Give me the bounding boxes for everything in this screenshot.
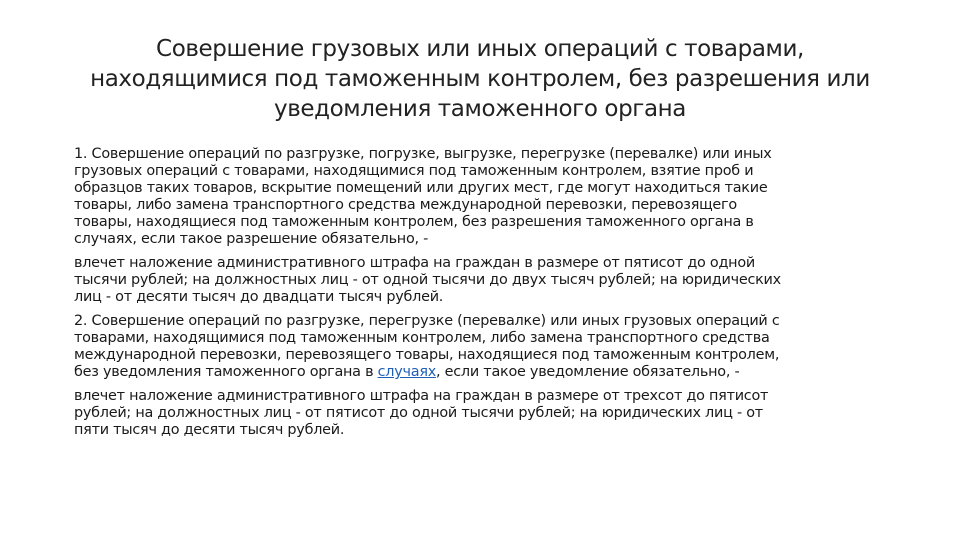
paragraph-line: товары, либо замена транспортного средства международной перевозки, перевозящего <box>74 197 737 213</box>
paragraph-line: международной перевозки, перевозящего товары, находящиеся под таможенным контролем, <box>74 347 780 363</box>
paragraph-line: 2. Совершение операций по разгрузке, перегрузке (перевалке) или иных грузовых операций с <box>74 313 780 329</box>
paragraph-line: рублей; на должностных лиц - от пятисот до одной тысячи рублей; на юридических лиц - от <box>74 405 763 421</box>
title-line-2: находящимися под таможенным контролем, без разрешения или <box>90 66 870 92</box>
paragraph-line: влечет наложение административного штрафа на граждан в размере от пятисот до одной <box>74 255 755 271</box>
paragraph-line: влечет наложение административного штрафа на граждан в размере от трехсот до пятисот <box>74 388 769 404</box>
paragraph-line: грузовых операций с товарами, находящимися под таможенным контролем, взятие проб и <box>74 163 754 179</box>
paragraph-1 <box>74 146 894 248</box>
paragraph-line: лиц - от десяти тысяч до двадцати тысяч рублей. <box>74 289 444 305</box>
cases-link[interactable]: случаях <box>377 364 437 380</box>
slide-body <box>74 146 894 446</box>
paragraph-line: образцов таких товаров, вскрытие помещений или других мест, где могут находиться такие <box>74 180 768 196</box>
slide-title <box>60 34 900 124</box>
paragraph-3 <box>74 313 894 381</box>
paragraph-text: без уведомления таможенного органа в <box>74 364 378 380</box>
paragraph-line: товарами, находящимися под таможенным контролем, либо замена транспортного средства <box>74 330 770 346</box>
title-line-3: уведомления таможенного органа <box>273 96 686 122</box>
paragraph-line: 1. Совершение операций по разгрузке, погрузке, выгрузке, перегрузке (перевалке) или иных <box>74 146 772 162</box>
paragraph-line: пяти тысяч до десяти тысяч рублей. <box>74 422 345 438</box>
paragraph-line: товары, находящиеся под таможенным контролем, без разрешения таможенного органа в <box>74 214 754 230</box>
paragraph-line-with-link <box>74 364 894 381</box>
paragraph-text: , если такое уведомление обязательно, - <box>436 364 740 380</box>
paragraph-2 <box>74 255 894 306</box>
paragraph-4 <box>74 388 894 439</box>
paragraph-line: случаях, если такое разрешение обязательно, - <box>74 231 429 247</box>
paragraph-line: тысячи рублей; на должностных лиц - от одной тысячи до двух тысяч рублей; на юридических <box>74 272 781 288</box>
title-line-1: Совершение грузовых или иных операций с товарами, <box>156 36 804 62</box>
